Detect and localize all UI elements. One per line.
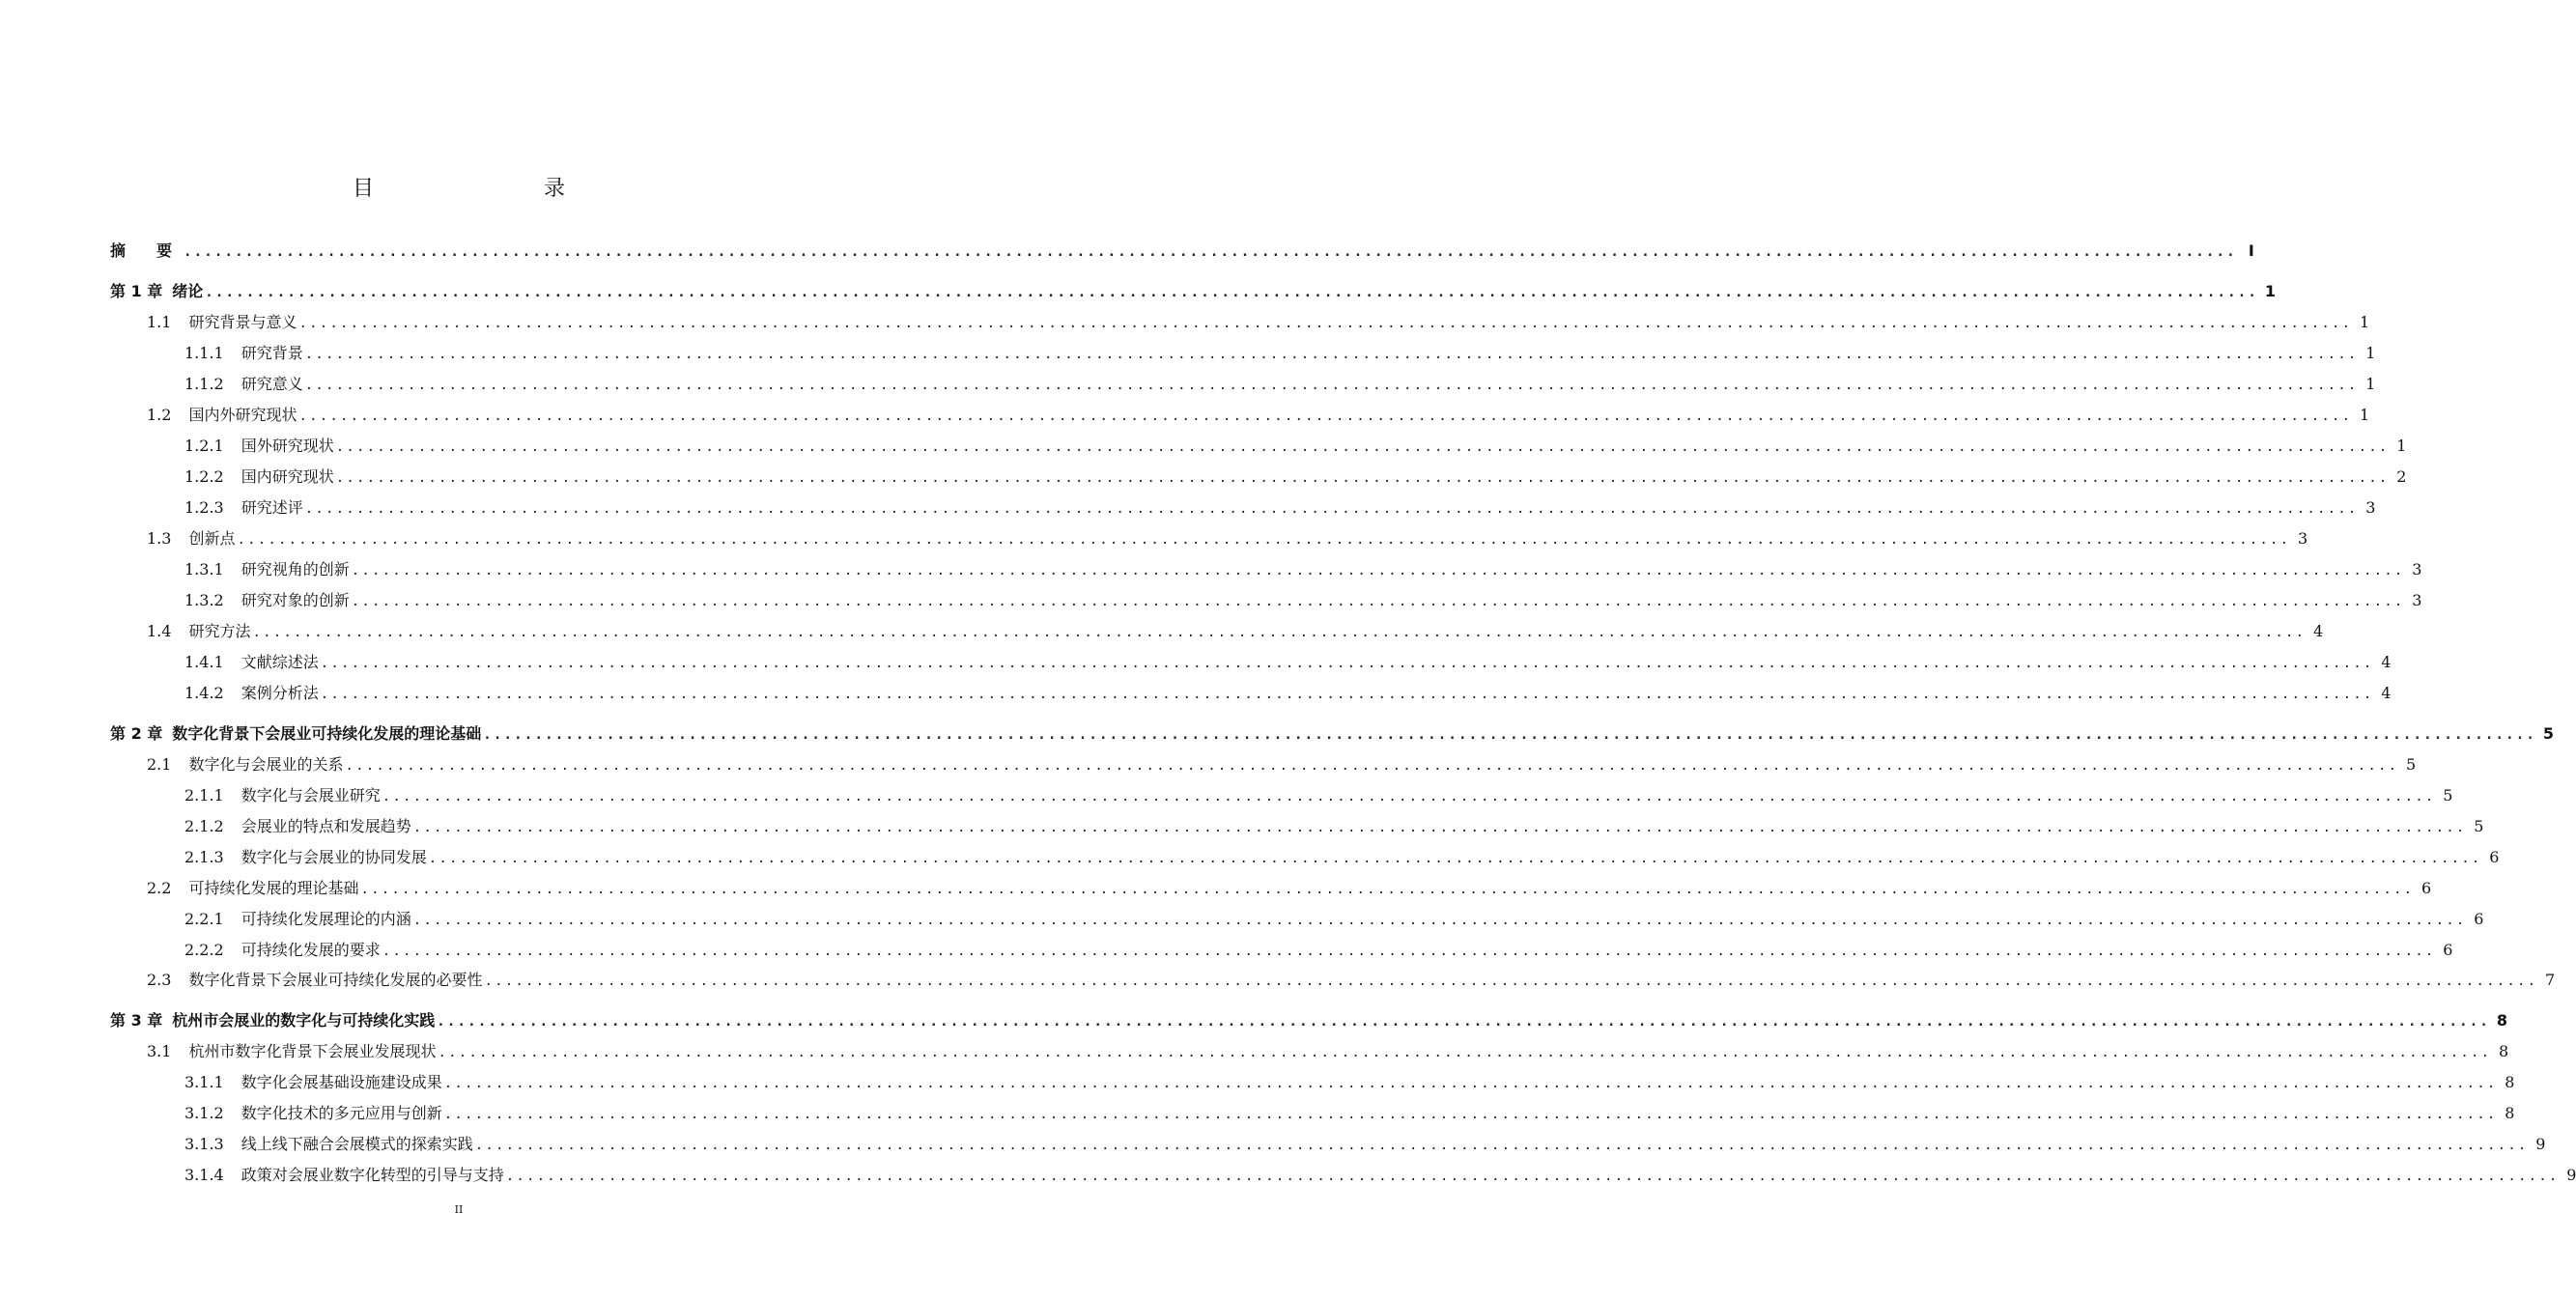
toc-entry-number: 1.4 [147,622,172,640]
toc-entry[interactable] [184,1104,2515,1124]
toc-entry[interactable] [147,406,2370,426]
toc-entry[interactable] [184,1166,2576,1186]
toc-entry-number: 2.1.1 [184,786,224,804]
toc-entry-label: 数字化背景下会展业可持续化发展的理论基础 [172,724,482,743]
toc-entry[interactable] [147,622,2324,642]
toc-entry-number: 1.1.1 [184,344,224,362]
toc-entry-page-number: I [2248,241,2254,260]
toc-entry-page-number: 8 [2505,1104,2515,1122]
toc-entry-number: 1.4.2 [184,684,224,702]
toc-leader-dots: ........................................................................................................................................................................................................ [505,1169,2560,1184]
toc-leader-dots: ........................................................................................................................................................................................................ [298,316,2353,331]
toc-leader-dots: ........................................................................................................................................................................................................ [360,882,2415,897]
toc-leader-dots: ........................................................................................................................................................................................................ [382,789,2436,804]
toc-entry[interactable] [147,1042,2509,1062]
toc-entry-number: 1.1.2 [184,375,224,393]
toc-entry[interactable] [110,241,2254,262]
toc-leader-dots: ........................................................................................................................................................................................................ [335,439,2390,455]
toc-entry-page-number: 6 [2474,910,2484,928]
toc-entry-number: 3.1 [147,1042,172,1060]
toc-entry-page-number: 4 [2313,622,2324,640]
page-title: 目 录 [352,177,608,201]
toc-leader-dots: ........................................................................................................................................................................................................ [351,563,2405,578]
toc-entry-number: 1.3 [147,529,172,548]
toc-entry-page-number: 1 [2360,406,2370,424]
toc-entry[interactable] [110,724,2555,745]
toc-entry[interactable] [184,375,2376,395]
toc-entry[interactable] [184,560,2422,580]
toc-entry[interactable] [147,313,2370,333]
toc-entry-page-number: 9 [2566,1166,2576,1184]
toc-entry-number: 1.2 [147,406,172,424]
toc-entry-label: 数字化与会展业的关系 [188,755,344,774]
toc-entry-page-number: 6 [2421,879,2432,897]
toc-entry[interactable] [184,817,2484,837]
toc-entry-page-number: 5 [2542,724,2555,743]
toc-entry[interactable] [184,910,2484,930]
toc-leader-dots: ........................................................................................................................................................................................................ [320,656,2374,671]
toc-entry-page-number: 8 [2505,1073,2515,1091]
toc-entry-label: 国内研究现状 [241,467,334,486]
toc-leader-dots: ........................................................................................................................................................................................................ [437,1014,2491,1030]
toc-entry-label: 数字化技术的多元应用与创新 [241,1104,442,1122]
toc-entry-label: 研究背景 [241,344,303,362]
toc-entry-page-number: 8 [2499,1042,2509,1060]
toc-entry-label: 会展业的特点和发展趋势 [241,817,411,835]
toc-leader-dots: ........................................................................................................................................................................................................ [205,285,2259,300]
toc-leader-dots: ........................................................................................................................................................................................................ [382,944,2436,959]
toc-leader-dots: ........................................................................................................................................................................................................ [474,1138,2529,1153]
toc-leader-dots: ........................................................................................................................................................................................................ [252,625,2307,640]
toc-leader-dots: ........................................................................................................................................................................................................ [483,727,2537,743]
toc-entry-number: 2.2.2 [184,941,224,959]
toc-leader-dots: ........................................................................................................................................................................................................ [320,687,2374,702]
toc-leader-dots: ........................................................................................................................................................................................................ [428,851,2482,866]
toc-leader-dots: ........................................................................................................................................................................................................ [438,1045,2492,1060]
toc-entry[interactable] [184,1073,2515,1093]
toc-entry-number: 2.1 [147,755,172,774]
toc-entry-page-number: 8 [2496,1011,2508,1030]
toc-entry-number: 2.2.1 [184,910,224,928]
toc-leader-dots: ........................................................................................................................................................................................................ [412,913,2467,928]
toc-entry-label: 数字化会展基础设施建设成果 [241,1073,442,1091]
toc-entry-label: 研究意义 [241,375,303,393]
toc-entry[interactable] [184,848,2500,868]
toc-entry-label: 可持续化发展的要求 [241,941,381,959]
toc-entry-label: 创新点 [188,529,236,548]
toc-entry-number: 2.1.2 [184,817,224,835]
toc-entry-number: 1.2.1 [184,437,224,455]
toc-entry[interactable] [184,591,2422,611]
toc-entry-page-number: 1 [2360,313,2370,331]
toc-entry-label: 文献综述法 [241,653,319,671]
toc-entry-label: 研究视角的创新 [241,560,350,578]
toc-entry-label: 研究方法 [188,622,251,640]
toc-entry-label: 国内外研究现状 [188,406,297,424]
toc-entry-page-number: 1 [2365,344,2376,362]
toc-entry-number: 第 1 章 [110,282,163,300]
toc-leader-dots: ........................................................................................................................................................................................................ [304,501,2359,517]
toc-entry-number: 第 3 章 [110,1011,163,1030]
toc-entry-page-number: 2 [2396,467,2407,486]
toc-leader-dots: ........................................................................................................................................................................................................ [484,974,2538,989]
toc-entry[interactable] [184,1135,2546,1155]
toc-entry-number: 第 2 章 [110,724,163,743]
toc-entry-page-number: 4 [2381,684,2392,702]
toc-entry-number: 摘 要 [110,241,173,260]
toc-leader-dots: ........................................................................................................................................................................................................ [304,378,2359,393]
toc-entry-number: 3.1.1 [184,1073,224,1091]
toc-entry-number: 2.1.3 [184,848,224,866]
toc-entry-page-number: 1 [2365,375,2376,393]
toc-entry-number: 3.1.2 [184,1104,224,1122]
toc-entry-page-number: 3 [2412,560,2422,578]
toc-leader-dots: ........................................................................................................................................................................................................ [443,1107,2498,1122]
toc-entry-label: 数字化背景下会展业可持续化发展的必要性 [188,971,483,989]
toc-entry[interactable] [184,467,2407,488]
toc-entry-label: 政策对会展业数字化转型的引导与支持 [241,1166,504,1184]
toc-leader-dots: ........................................................................................................................................................................................................ [298,409,2353,424]
toc-entry-label: 线上线下融合会展模式的探索实践 [241,1135,473,1153]
toc-entry-page-number: 4 [2381,653,2392,671]
toc-entry-number: 3.1.4 [184,1166,224,1184]
toc-entry-page-number: 3 [2412,591,2422,609]
toc-entry-label: 可持续化发展理论的内涵 [241,910,411,928]
toc-entry[interactable] [184,653,2392,673]
toc-entry[interactable] [147,529,2308,550]
toc-entry[interactable] [184,941,2453,961]
toc-entry-page-number: 3 [2298,529,2308,548]
toc-entry-number: 1.3.2 [184,591,224,609]
toc-entry-page-number: 5 [2443,786,2453,804]
toc-entry-page-number: 5 [2406,755,2417,774]
toc-entry[interactable] [110,282,2277,302]
toc-leader-dots: ........................................................................................................................................................................................................ [351,594,2405,609]
toc-entry-label: 杭州市会展业的数字化与可持续化实践 [172,1011,436,1030]
toc-leader-dots: ........................................................................................................................................................................................................ [184,244,2237,260]
toc-entry-label: 案例分析法 [241,684,319,702]
toc-leader-dots: ........................................................................................................................................................................................................ [443,1076,2498,1091]
toc-entry-number: 3.1.3 [184,1135,224,1153]
toc-entry-label: 可持续化发展的理论基础 [188,879,359,897]
toc-entry[interactable] [147,971,2556,991]
toc-entry-number: 1.4.1 [184,653,224,671]
toc-entry-label: 国外研究现状 [241,437,334,455]
toc-entry-page-number: 5 [2474,817,2484,835]
toc-entry-number: 1.2.2 [184,467,224,486]
toc-entry[interactable] [184,498,2376,519]
toc-entry-label: 研究对象的创新 [241,591,350,609]
toc-entry-page-number: 9 [2535,1135,2546,1153]
toc-entry-page-number: 1 [2396,437,2407,455]
toc-entry-label: 研究背景与意义 [188,313,297,331]
toc-entry[interactable] [184,437,2407,457]
toc-leader-dots: ........................................................................................................................................................................................................ [335,470,2390,486]
toc-entry[interactable] [110,1011,2508,1031]
toc-entry-label: 研究述评 [241,498,303,517]
toc-leader-dots: ........................................................................................................................................................................................................ [237,532,2291,548]
toc-entry-label: 绪论 [172,282,204,300]
toc-entry-number: 2.3 [147,971,172,989]
toc-entry-label: 杭州市数字化背景下会展业发展现状 [188,1042,437,1060]
toc-entry-page-number: 6 [2489,848,2500,866]
toc-leader-dots: ........................................................................................................................................................................................................ [412,820,2467,835]
toc-entry-page-number: 6 [2443,941,2453,959]
toc-entry-label: 数字化与会展业研究 [241,786,381,804]
toc-entry-page-number: 1 [2264,282,2277,300]
toc-entry[interactable] [184,684,2392,704]
toc-leader-dots: ........................................................................................................................................................................................................ [345,758,2399,774]
toc-entry[interactable] [147,755,2417,776]
toc-entry[interactable] [184,786,2453,806]
toc-entry[interactable] [184,344,2376,364]
toc-entry-number: 1.2.3 [184,498,224,517]
toc-entry-number: 2.2 [147,879,172,897]
toc-entry-number: 1.3.1 [184,560,224,578]
toc-leader-dots: ........................................................................................................................................................................................................ [304,347,2359,362]
toc-entry-page-number: 7 [2545,971,2556,989]
page-number-footer: II [454,1203,464,1216]
toc-entry-page-number: 3 [2365,498,2376,517]
toc-entry-number: 1.1 [147,313,172,331]
toc-entry[interactable] [147,879,2432,899]
toc-entry-label: 数字化与会展业的协同发展 [241,848,427,866]
